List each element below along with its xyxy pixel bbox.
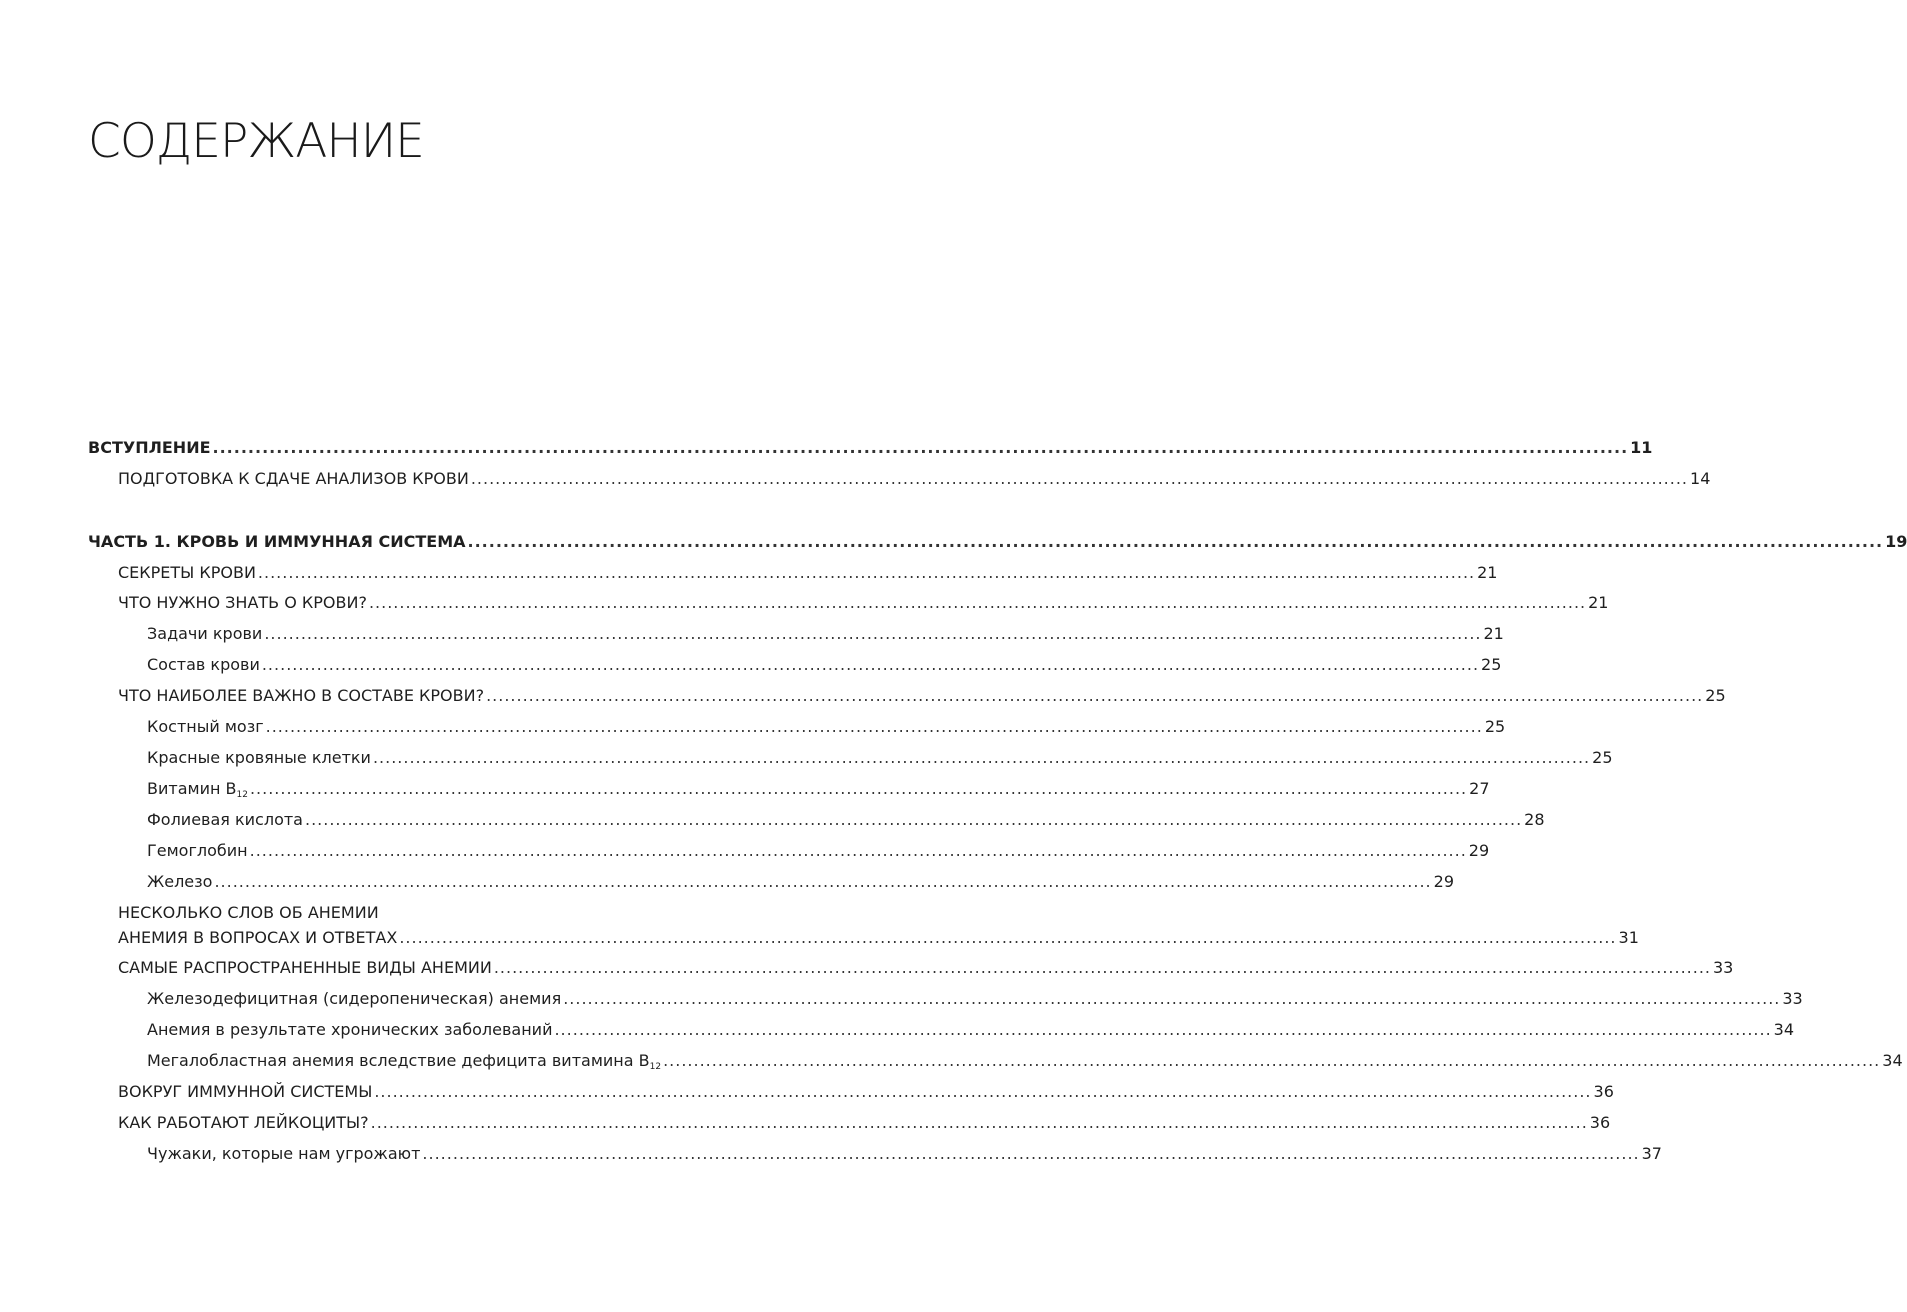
toc-entry-immune-system[interactable]	[118, 1080, 1614, 1104]
toc-entry-label: Костный мозг	[147, 717, 264, 736]
dot-leader: ........................................................................................................................................................................................................	[486, 686, 1704, 705]
toc-entry-label-text: Витамин B	[147, 779, 237, 798]
toc-entry-threatening-strangers[interactable]	[147, 1142, 1662, 1166]
toc-entry-iron-deficiency-anemia[interactable]	[147, 987, 1803, 1011]
dot-leader: ........................................................................................................................................................................................................	[265, 717, 1483, 736]
toc-entry-introduction[interactable]	[88, 436, 1653, 460]
toc-entry-page: 25	[1705, 686, 1726, 705]
dot-leader: ........................................................................................................................................................................................................	[257, 563, 1476, 582]
dot-leader: ........................................................................................................................................................................................................	[264, 624, 1482, 643]
toc-entry-label: Состав крови	[147, 655, 260, 674]
dot-leader: ........................................................................................................................................................................................................	[214, 872, 1432, 891]
toc-entry-page: 25	[1592, 748, 1613, 767]
toc-entry-vitamin-b12[interactable]	[147, 777, 1490, 801]
toc-entry-anemia-words[interactable]: НЕСКОЛЬКО СЛОВ ОБ АНЕМИИ	[118, 903, 379, 922]
dot-leader: ........................................................................................................................................................................................................	[493, 958, 1711, 977]
toc-entry-label: Красные кровяные клетки	[147, 748, 371, 767]
toc-entry-bone-marrow[interactable]	[147, 715, 1506, 739]
toc-entry-page: 19	[1885, 532, 1907, 551]
toc-entry-label: ПОДГОТОВКА К СДАЧЕ АНАЛИЗОВ КРОВИ	[118, 469, 469, 488]
toc-entry-page: 33	[1782, 989, 1803, 1008]
dot-leader: ........................................................................................................................................................................................................	[372, 748, 1591, 767]
toc-entry-part-1[interactable]	[88, 530, 1907, 554]
toc-entry-folic-acid[interactable]	[147, 808, 1545, 832]
toc-entry-megaloblastic-anemia[interactable]	[147, 1049, 1903, 1073]
toc-entry-page: 11	[1630, 438, 1653, 457]
toc-entry-page: 25	[1481, 655, 1502, 674]
toc-entry-anemia-qa[interactable]	[118, 926, 1639, 950]
toc-entry-page: 29	[1433, 872, 1454, 891]
toc-entry-blood-secrets[interactable]	[118, 561, 1498, 585]
toc-entry-page: 21	[1588, 593, 1609, 612]
toc-entry-label: Железодефицитная (сидеропеническая) анемия	[147, 989, 562, 1008]
toc-entry-common-anemia-types[interactable]	[118, 956, 1734, 980]
toc-entry-label: ВСТУПЛЕНИЕ	[88, 438, 211, 457]
dot-leader: ........................................................................................................................................................................................................	[470, 469, 1689, 488]
toc-entry-leukocytes[interactable]	[118, 1111, 1611, 1135]
toc-entry-page: 34	[1773, 1020, 1795, 1039]
dot-leader: ........................................................................................................................................................................................................	[563, 989, 1781, 1008]
dot-leader: ........................................................................................................................................................................................................	[554, 1020, 1772, 1039]
toc-entry-label	[147, 1049, 661, 1073]
dot-leader: ........................................................................................................................................................................................................	[399, 928, 1617, 947]
dot-leader: ........................................................................................................................................................................................................	[249, 779, 1468, 798]
toc-entry-label: ВОКРУГ ИММУННОЙ СИСТЕМЫ	[118, 1082, 373, 1101]
toc-entry-iron[interactable]	[147, 870, 1454, 894]
toc-entry-label-text: Мегалобластная анемия вследствие дефицита витамина B	[147, 1051, 650, 1070]
toc-entry-what-to-know[interactable]	[118, 591, 1609, 615]
toc-entry-page: 37	[1641, 1144, 1662, 1163]
dot-leader: ........................................................................................................................................................................................................	[368, 593, 1587, 612]
toc-entry-page: 27	[1469, 779, 1490, 798]
toc-entry-blood-composition[interactable]	[147, 653, 1502, 677]
toc-entry-page: 28	[1524, 810, 1545, 829]
dot-leader: ........................................................................................................................................................................................................	[304, 810, 1523, 829]
toc-entry-label: Задачи крови	[147, 624, 263, 643]
dot-leader: ........................................................................................................................................................................................................	[249, 841, 1467, 860]
toc-entry-page: 31	[1618, 928, 1639, 947]
toc-entry-label: САМЫЕ РАСПРОСТРАНЕННЫЕ ВИДЫ АНЕМИИ	[118, 958, 492, 977]
toc-entry-page: 34	[1882, 1051, 1903, 1070]
dot-leader: ........................................................................................................................................................................................................	[422, 1144, 1640, 1163]
toc-entry-page: 25	[1484, 717, 1506, 736]
toc-entry-blood-test-preparation[interactable]	[118, 467, 1711, 491]
toc-entry-chronic-disease-anemia[interactable]	[147, 1018, 1795, 1042]
toc-entry-label: Гемоглобин	[147, 841, 248, 860]
toc-entry-label: Железо	[147, 872, 213, 891]
toc-entry-hemoglobin[interactable]	[147, 839, 1490, 863]
toc-entry-page: 14	[1690, 469, 1711, 488]
page-title: СОДЕРЖАНИЕ	[88, 114, 424, 169]
dot-leader: ........................................................................................................................................................................................................	[212, 438, 1629, 457]
toc-entry-red-cells[interactable]	[147, 746, 1613, 770]
subscript: 12	[649, 1062, 662, 1072]
dot-leader: ........................................................................................................................................................................................................	[374, 1082, 1592, 1101]
toc-entry-blood-tasks[interactable]	[147, 622, 1504, 646]
toc-entry-label	[147, 777, 248, 801]
toc-entry-label: ЧАСТЬ 1. КРОВЬ И ИММУННАЯ СИСТЕМА	[88, 532, 466, 551]
toc-entry-label: ЧТО НУЖНО ЗНАТЬ О КРОВИ?	[118, 593, 367, 612]
toc-entry-label: Анемия в результате хронических заболеваний	[147, 1020, 553, 1039]
toc-entry-label: Чужаки, которые нам угрожают	[147, 1144, 421, 1163]
toc-entry-label: КАК РАБОТАЮТ ЛЕЙКОЦИТЫ?	[118, 1113, 369, 1132]
dot-leader: ........................................................................................................................................................................................................	[467, 532, 1884, 551]
toc-entry-label: ЧТО НАИБОЛЕЕ ВАЖНО В СОСТАВЕ КРОВИ?	[118, 686, 485, 705]
toc-entry-label: АНЕМИЯ В ВОПРОСАХ И ОТВЕТАХ	[118, 928, 398, 947]
toc-entry-page: 21	[1477, 563, 1498, 582]
toc-entry-label: Фолиевая кислота	[147, 810, 303, 829]
dot-leader: ........................................................................................................................................................................................................	[370, 1113, 1588, 1132]
toc-entry-page: 21	[1483, 624, 1504, 643]
toc-entry-page: 33	[1713, 958, 1734, 977]
dot-leader: ........................................................................................................................................................................................................	[663, 1051, 1881, 1070]
subscript: 12	[236, 790, 248, 800]
dot-leader: ........................................................................................................................................................................................................	[261, 655, 1480, 674]
toc-entry-label: СЕКРЕТЫ КРОВИ	[118, 563, 256, 582]
toc-entry-most-important[interactable]	[118, 684, 1726, 708]
toc-entry-page: 36	[1593, 1082, 1614, 1101]
toc-entry-page: 29	[1468, 841, 1490, 860]
toc-entry-page: 36	[1589, 1113, 1611, 1132]
